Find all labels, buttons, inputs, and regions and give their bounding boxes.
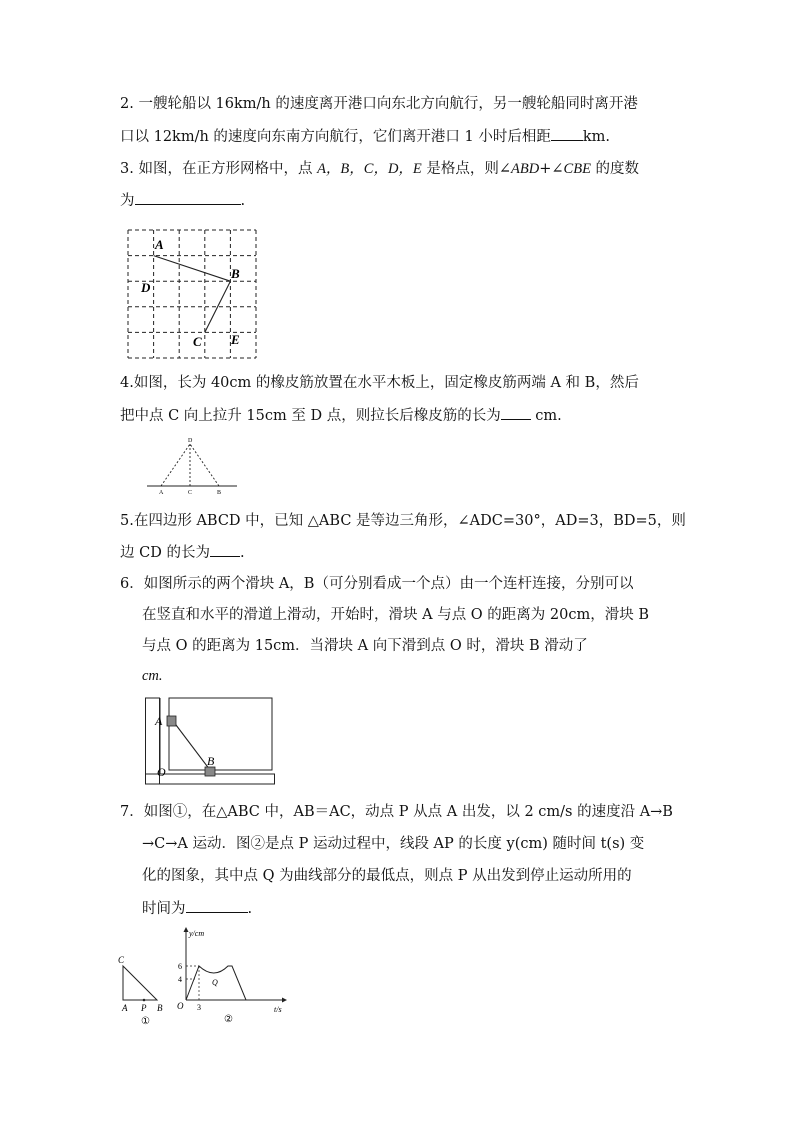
q7-triangle-figure — [113, 950, 173, 1030]
point-a-label: A — [122, 1003, 128, 1013]
figure-2-caption: ② — [224, 1014, 233, 1025]
point-a-label: A — [155, 237, 164, 252]
q7-line2: →C→A 运动．图②是点 P 运动过程中，线段 AP 的长度 y(cm) 随时间 t(s) 变 — [142, 836, 645, 852]
q3-text-d: 为 — [120, 193, 135, 209]
x-axis-arrow — [282, 998, 287, 1003]
y-axis-label: y/cm — [189, 929, 205, 938]
q2-line2 — [120, 126, 610, 147]
point-p-label: P — [141, 1003, 147, 1013]
point-p — [143, 999, 146, 1002]
point-b-label: B — [207, 754, 215, 768]
point-o-label: O — [157, 765, 166, 779]
answer-blank-q7[interactable] — [186, 898, 248, 913]
q4-rubber-band-figure — [145, 436, 240, 498]
segment-bd — [190, 444, 219, 486]
frame-box — [169, 698, 272, 770]
point-b-label: B — [157, 1003, 163, 1013]
q3-line2 — [120, 190, 245, 211]
point-d-label: D — [141, 280, 151, 295]
q7-line1: 7．如图①，在△ABC 中，AB＝AC，动点 P 从点 A 出发，以 2 cm/s 的速度沿 A→B — [120, 804, 673, 820]
q7-graph-figure — [170, 922, 290, 1027]
answer-blank-q4[interactable] — [501, 405, 531, 420]
q3-angle2: CBE — [563, 161, 591, 177]
q3-angle1: ABD — [511, 161, 540, 177]
q4-line1: 4.如图，长为 40cm 的橡皮筋放置在水平木板上，固定橡皮筋两端 A 和 B，然后 — [120, 375, 639, 391]
q5-text: 边 CD 的长为 — [120, 545, 210, 561]
x3-tick-label: 3 — [197, 1003, 201, 1012]
point-c-label: C — [188, 490, 193, 496]
q3-line1 — [120, 159, 639, 179]
q2-line1: 2. 一艘轮船以 16km/h 的速度离开港口向东北方向航行，另一艘轮船同时离开港 — [120, 96, 638, 112]
q3-points: A，B，C，D，E — [317, 161, 422, 177]
slider-b — [205, 767, 215, 776]
connecting-rod — [173, 721, 210, 770]
point-e-label: E — [231, 332, 240, 347]
answer-blank-q5[interactable] — [210, 542, 240, 557]
slider-a — [167, 716, 176, 726]
q5-line2 — [120, 542, 245, 563]
q4-text: 把中点 C 向上拉升 15cm 至 D 点，则拉长后橡皮筋的长为 — [120, 408, 501, 424]
y6-tick-label: 6 — [178, 962, 182, 971]
triangle-abc — [123, 966, 157, 1000]
q6-line3: 与点 O 的距离为 15cm．当滑块 A 向下滑到点 O 时，滑块 B 滑动了 — [142, 638, 588, 654]
q3-text-a: 3. 如图，在正方形网格中，点 — [120, 161, 318, 177]
point-d-label: D — [188, 438, 193, 444]
point-a-label: A — [155, 714, 163, 728]
q6-line1: 6．如图所示的两个滑块 A，B（可分别看成一个点）由一个连杆连接，分别可以 — [120, 576, 634, 592]
q5-line1: 5.在四边形 ABCD 中，已知 △ABC 是等边三角形，∠ADC=30°，AD=3，BD=5，则 — [120, 513, 686, 529]
q3-text-c: 的度数 — [590, 161, 640, 177]
x-axis-label: t/s — [274, 1005, 282, 1014]
q5-dot: . — [239, 545, 245, 561]
point-a-label: A — [159, 490, 164, 496]
figure-1-caption: ① — [141, 1016, 150, 1027]
answer-blank-q3[interactable] — [135, 190, 241, 205]
point-b-label: B — [217, 490, 222, 496]
q4-unit: cm. — [530, 408, 562, 424]
point-q-label: Q — [212, 978, 218, 987]
q2-unit: km. — [582, 129, 611, 145]
y4-tick-label: 4 — [178, 975, 182, 984]
q4-line2 — [120, 405, 562, 426]
q6-line2: 在竖直和水平的滑道上滑动，开始时，滑块 A 与点 O 的距离为 20cm，滑块 B — [142, 607, 649, 623]
segment-ab — [154, 256, 231, 282]
q7-text: 时间为 — [142, 901, 186, 917]
answer-blank-q2[interactable] — [551, 126, 583, 141]
q7-line3: 化的图象，其中点 Q 为曲线部分的最低点，则点 P 从出发到停止运动所用的 — [142, 868, 632, 884]
q3-grid-figure — [120, 222, 265, 362]
point-c-label: C — [193, 334, 202, 349]
y-axis-arrow — [184, 927, 189, 932]
point-b-label: B — [231, 266, 240, 281]
q6-line4: cm. — [142, 668, 163, 684]
q7-line4 — [142, 898, 252, 919]
q3-plus: +∠ — [539, 161, 564, 177]
q2-line2-text: 口以 12km/h 的速度向东南方向航行，它们离开港口 1 小时后相距 — [120, 129, 551, 145]
q7-dot: . — [247, 901, 253, 917]
point-c-label: C — [118, 955, 125, 965]
q6-slider-figure — [145, 695, 280, 795]
q3-text-e: . — [240, 193, 246, 209]
segment-ad — [161, 444, 190, 486]
q3-text-b: 是格点，则∠ — [421, 161, 512, 177]
origin-label: O — [177, 1001, 184, 1011]
